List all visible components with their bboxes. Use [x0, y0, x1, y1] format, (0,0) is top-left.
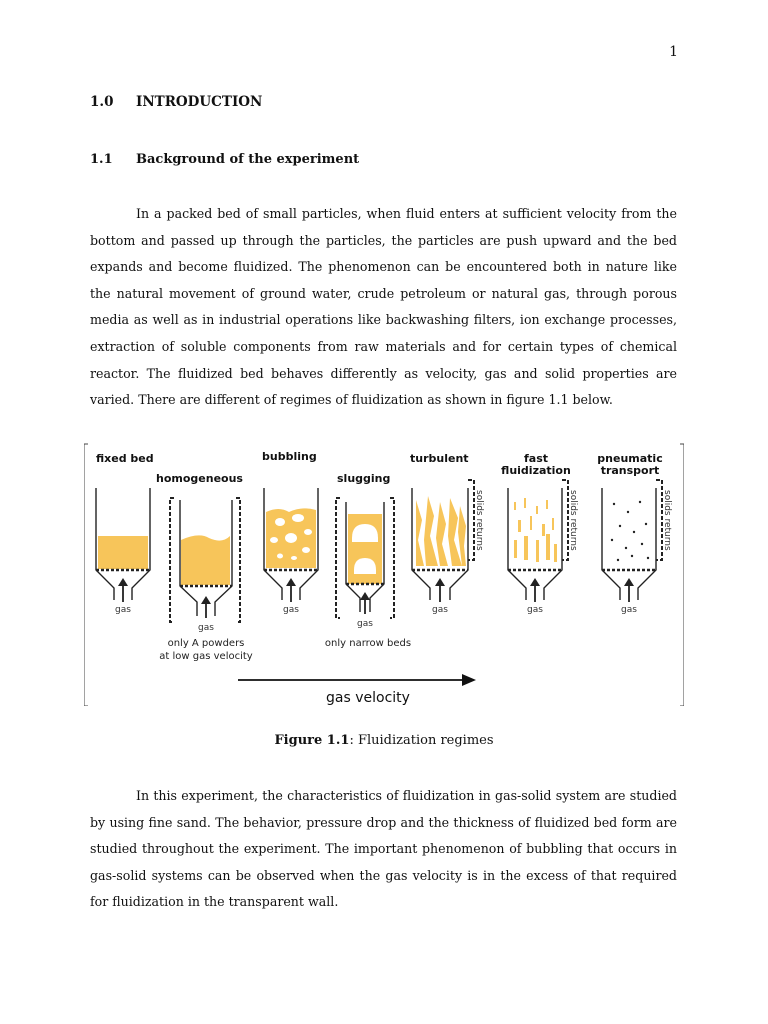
fluidization-diagram — [84, 440, 684, 706]
gas-label-6: gas — [527, 605, 543, 615]
section-title: INTRODUCTION — [136, 94, 263, 110]
label-bubbling: bubbling — [262, 450, 317, 463]
gas-label-7: gas — [621, 605, 637, 615]
paragraph-experiment: In this experiment, the characteristics of fluidization in gas-solid system are studied by using fine sand. The behavior, pressure drop and the thickness of fluidized bed form are studied throughout the experiment. The important phenomenon of bubbling that occurs in gas-solid systems can be observed when the gas velocity is in the excess of that required for fluidization in the transparent wall. — [90, 788, 677, 910]
solids-returns-1: solids returns — [474, 490, 484, 551]
vessel-homogeneous — [159, 498, 253, 662]
vessel-turbulent — [412, 480, 484, 615]
gas-label-5: gas — [432, 605, 448, 615]
note-only-a-powders: only A powders — [167, 638, 245, 649]
caption-label: Figure 1.1 — [274, 733, 350, 748]
subsection-heading — [90, 152, 359, 167]
fluidization-figure — [84, 440, 684, 706]
note-only-narrow-beds: only narrow beds — [324, 638, 412, 649]
section-heading — [90, 94, 262, 110]
vessel-fixed-bed — [96, 488, 150, 615]
vessel-bubbling — [264, 488, 318, 615]
solids-returns-3: solids returns — [662, 490, 672, 551]
label-homogeneous: homogeneous — [156, 472, 243, 485]
section-number: 1.0 — [90, 94, 114, 110]
figure-caption — [0, 733, 768, 748]
paragraph-intro: In a packed bed of small particles, when fluid enters at sufficient velocity from the bottom and passed up through the particles, the particles are push upward and the bed expands and become fluidized. The phenomenon can be encountered both in nature like the natural movement of ground water, crude petroleum or natural gas, through porous media as well as in industrial operations like backwashing filters, ion exchange processes, extraction of soluble components from raw materials and for certain types of chemical reactor. The fluidized bed behaves differently as velocity, gas and solid properties are varied. There are different of regimes of fluidization as shown in figure 1.1 below. — [90, 206, 677, 408]
vessel-slugging — [325, 498, 411, 649]
label-slugging: slugging — [337, 472, 391, 485]
vessel-fast-fluidization — [508, 480, 578, 615]
page-number: 1 — [669, 44, 678, 60]
gas-label-4: gas — [357, 619, 373, 629]
solids-returns-2: solids returns — [568, 490, 578, 551]
gas-velocity-arrow — [238, 674, 476, 686]
gas-velocity-label: gas velocity — [326, 690, 410, 706]
gas-label-1: gas — [115, 605, 131, 615]
label-fast: fast — [523, 452, 549, 465]
label-transport: transport — [600, 464, 660, 477]
label-turbulent: turbulent — [410, 452, 469, 465]
label-pneumatic: pneumatic — [597, 452, 663, 465]
subsection-number: 1.1 — [90, 152, 113, 167]
note-low-gas-velocity: at low gas velocity — [159, 651, 253, 662]
caption-text: : Fluidization regimes — [349, 733, 494, 748]
label-fluidization: fluidization — [501, 464, 571, 477]
gas-label-3: gas — [283, 605, 299, 615]
gas-label-2: gas — [198, 623, 214, 633]
vessel-pneumatic-transport — [602, 480, 672, 615]
label-fixed-bed: fixed bed — [96, 452, 154, 465]
subsection-title: Background of the experiment — [136, 152, 360, 167]
